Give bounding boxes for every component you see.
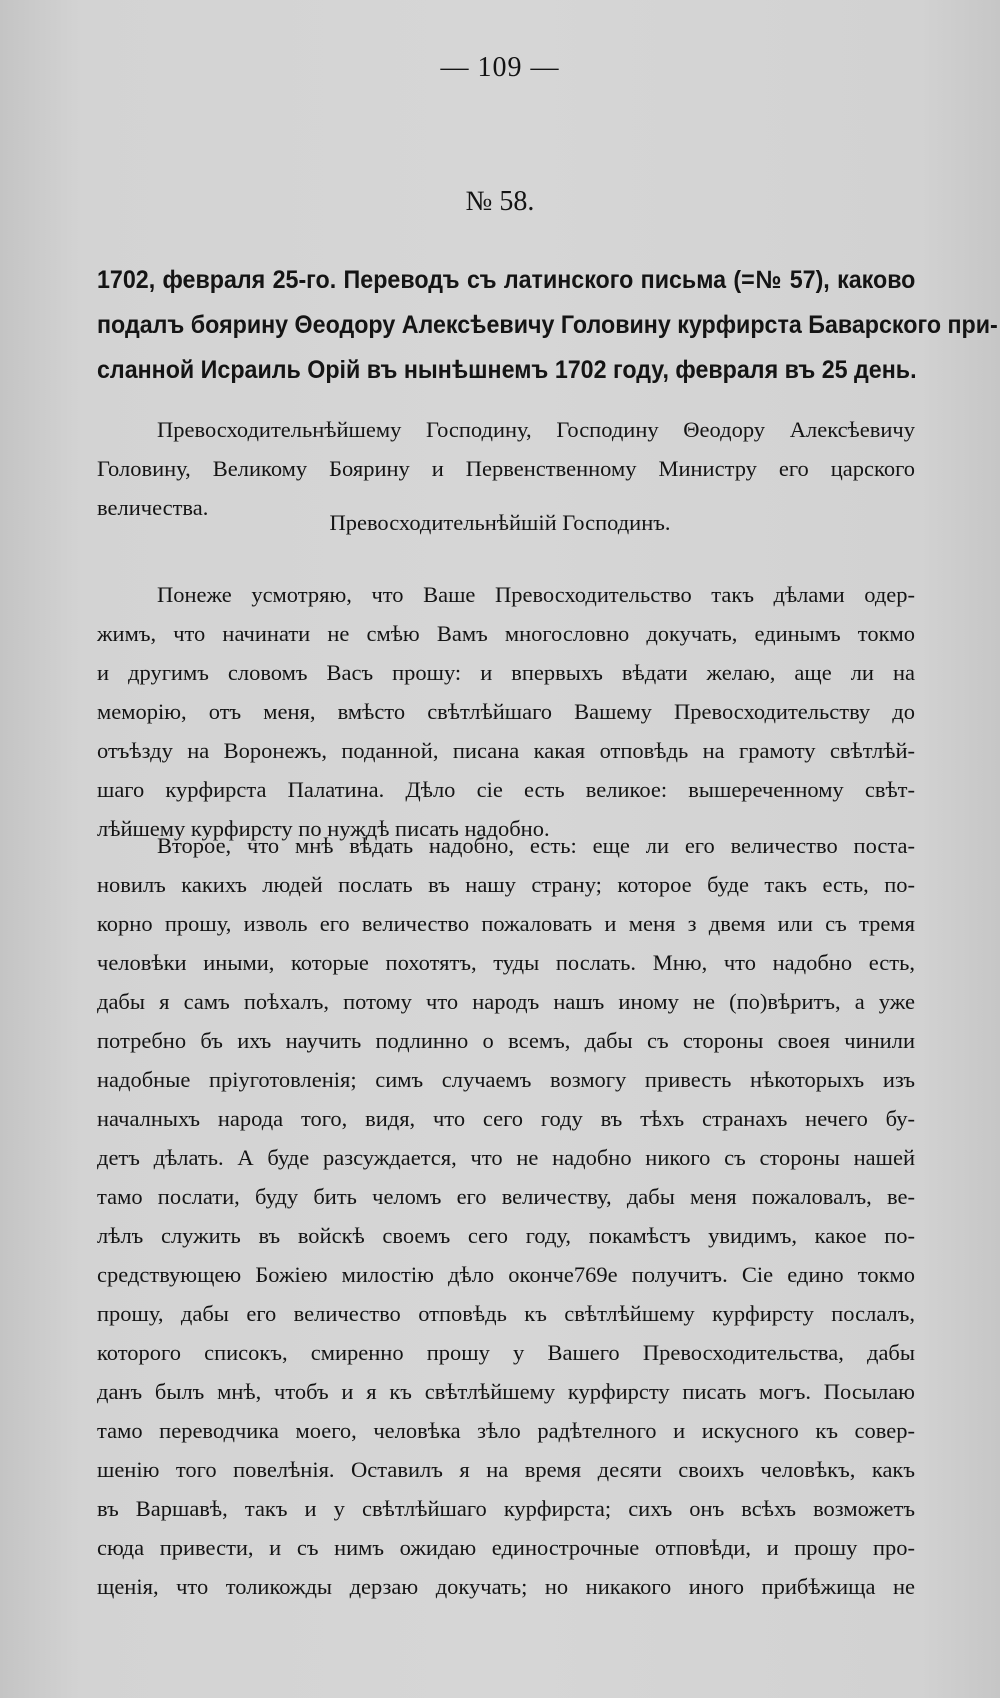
text-line: шаго курфирста Палатина. Дѣло сіе есть великое: вышереченному свѣт- <box>97 777 915 802</box>
text-line: меморію, отъ меня, вмѣсто свѣтлѣйшаго Вашему Превосходительству до <box>97 699 915 724</box>
text-line: и другимъ словомъ Васъ прошу: и впервыхъ вѣдати желаю, аще ли на <box>97 660 915 685</box>
text-line: детъ дѣлать. А буде разсуждается, что не надобно никого съ стороны нашей <box>97 1145 915 1170</box>
text-line: корно прошу, изволь его величество пожаловать и меня з двемя или съ тремя <box>97 911 915 936</box>
address-line: Превосходительнѣйшему Господину, Господину Θеодору Алексѣевичу <box>157 417 915 442</box>
text-line: человѣки иными, которые похотятъ, туды послать. Мню, что надобно есть, <box>97 950 915 975</box>
document-heading <box>97 258 998 393</box>
page-number: — 109 — <box>440 52 560 83</box>
text-line: началныхъ народа того, видя, что сего году въ тѣхъ странахъ нечего бу- <box>97 1106 915 1131</box>
paragraph-1 <box>97 575 915 848</box>
text-line: тамо переводчика моего, человѣка зѣло радѣтелного и искусного къ совер- <box>97 1418 915 1443</box>
text-line: средствующею Божіею милостію дѣло оконче769е получитъ. Сіе едино токмо <box>97 1262 915 1287</box>
salutation: Превосходительнѣйшій Господинъ. <box>329 510 671 535</box>
address-line: Головину, Великому Боярину и Первенственному Министру его царского <box>97 456 915 481</box>
bleed-through-text <box>90 120 910 159</box>
text-line: надобные пріуготовленія; симъ случаемъ возмогу привесть нѣкоторыхъ изъ <box>97 1067 915 1092</box>
heading-line: подалъ боярину Θеодору Алексѣевичу Головину курфирста Баварского при- <box>97 311 998 339</box>
text-line: дабы я самъ поѣхалъ, потому что народъ нашъ иному не (по)вѣритъ, а уже <box>97 989 915 1014</box>
text-line: лѣлъ служить въ войскѣ своемъ сего году, покамѣстъ увидимъ, какое по- <box>97 1223 915 1248</box>
text-line: въ Варшавѣ, такъ и у свѣтлѣйшаго курфирста; сихъ онъ всѣхъ возможетъ <box>97 1496 915 1521</box>
document-number: № 58. <box>465 186 535 217</box>
heading-line: 1702, февраля 25-го. Переводъ съ латинского письма (=№ 57), каково <box>97 266 916 294</box>
text-line: лѣйшему курфирсту по нуждѣ писать надобно. <box>97 816 550 841</box>
text-line: прошу, дабы его величество отповѣдь къ свѣтлѣйшему курфирсту послалъ, <box>97 1301 915 1326</box>
text-line: Второе, что мнѣ вѣдать надобно, есть: еще ли его величество поста- <box>157 833 915 858</box>
heading-line: сланной Исраиль Орій въ нынѣшнемъ 1702 году, февраля въ 25 день. <box>97 356 917 384</box>
text-line: щенія, что толикожды дерзаю докучать; но никакого иного прибѣжища не <box>97 1574 915 1599</box>
paragraph-2 <box>97 826 915 1606</box>
address-line: величества. <box>97 495 209 520</box>
text-line: новилъ какихъ людей послать въ нашу страну; которое буде такъ есть, по- <box>97 872 915 897</box>
text-line: жимъ, что начинати не смѣю Вамъ многословно докучать, единымъ токмо <box>97 621 915 646</box>
text-line: Понеже усмотряю, что Ваше Превосходительство такъ дѣлами одер- <box>157 582 915 607</box>
text-line: отъѣзду на Воронежъ, поданной, писана какая отповѣдь на грамоту свѣтлѣй- <box>97 738 915 763</box>
text-line: сюда привести, и съ нимъ ожидаю единострочные отповѣди, и прошу про- <box>97 1535 915 1560</box>
text-line: данъ былъ мнѣ, чтобъ и я къ свѣтлѣйшему курфирсту писать могъ. Посылаю <box>97 1379 915 1404</box>
text-line: которого списокъ, смиренно прошу у Вашего Превосходительства, дабы <box>97 1340 915 1365</box>
text-line: шенію того повелѣнія. Оставилъ я на время десяти своихъ человѣкъ, какъ <box>97 1457 915 1482</box>
text-line: потребно бъ ихъ научить подлинно о всемъ, дабы съ стороны своея чинили <box>97 1028 915 1053</box>
text-line: тамо послати, буду бить челомъ его величеству, дабы меня пожаловалъ, ве- <box>97 1184 915 1209</box>
